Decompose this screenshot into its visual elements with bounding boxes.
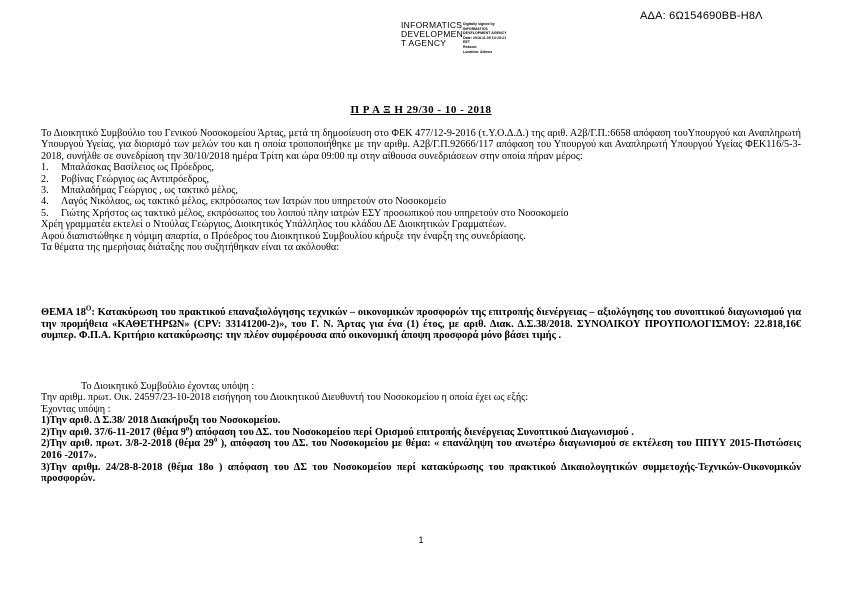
- signature-line: Reason:: [463, 44, 478, 49]
- agenda-intro: Τα θέματα της ημερήσιας διάταξης που συζητήθηκαν είναι τα ακόλουθα:: [41, 242, 340, 254]
- signature-line: EET: [463, 40, 470, 45]
- document-title: Π Ρ Α Ξ Η 29/30 - 10 - 2018: [350, 104, 492, 116]
- member-item: 2. Ροβίνας Γεώργιος ως Αντιπρόεδρος,: [41, 173, 210, 185]
- subject-superscript: Ο: [85, 304, 92, 313]
- subject-label: ΘΕΜΑ 18: [41, 307, 86, 318]
- member-item: 5. Γιώτης Χρήστος ως τακτικό μέλος, εκπρόσωπος του λοιπού πλην ιατρών ΕΣΥ προσωπικού που υπηρετούν στο Νοσοκομείο: [41, 207, 569, 219]
- signature-line: Date: 2018.11.09 13:15:21: [463, 35, 507, 40]
- reference-item: 2)Την αριθ. πρωτ. 3/8-2-2018 (θέμα $29^o$ ), απόφαση του ΔΣ. του Νοσοκομείου με θέμα: « επανάληψη του ανωτέρω διαγωνισμού σε εκτέλεση του ΠΠΥΥ 2015-Πιστώσεις 2016 -2017».: [41, 435, 802, 461]
- signature-line: INFORMATICS: [463, 26, 488, 31]
- decision-section: [41, 381, 801, 485]
- having-regard-line: Έχοντας υπόψη :: [41, 403, 111, 415]
- agenda-subject: [41, 304, 801, 342]
- digital-signature-block: [401, 21, 523, 54]
- signature-line: DEVELOPMENT AGENCY: [463, 31, 507, 36]
- member-item: 4. Λαγός Νικόλαος, ως τακτικό μέλος, εκπρόσωπος των Ιατρών που υπηρετούν στο Νοσοκομείο: [41, 196, 447, 208]
- logo-line: DEVELOPMEN: [401, 29, 464, 39]
- page-number: 1: [418, 535, 424, 545]
- member-item: 3. Μπαλαδήμας Γεώργιος , ως τακτικό μέλος,: [41, 185, 238, 197]
- logo-line: T AGENCY: [401, 38, 447, 48]
- subject-text: : Κατακύρωση του πρακτικού επαναξιολόγησης τεχνικών – οικονομικών προσφορών της επιτροπής διενέργειας – αξιολόγησης του συνοπτικού διαγωνισμού για την προμήθεια «ΚΑΘΕΤΗΡΩΝ» (CPV: 33141200-2)», του Γ. Ν. Άρτας για ένα (1) έτος, με αριθ. Διακ. Δ.Σ.38/2018. ΣΥΝΟΛΙΚΟΥ ΠΡΟΥΠΟΛΟΓΙΣΜΟΥ: 22.818,16€ συμπερ. Φ.Π.Α. Κριτήριο κατακύρωσης: την πλέον συμφέρουσα από οικονομική άποψη προσφορά μόνο βάσει τιμής .: [41, 307, 801, 342]
- ada-code: ΑΔΑ: 6Ω154690ΒΒ-Η8Λ: [640, 10, 763, 22]
- intro-paragraph: Το Διοικητικό Συμβούλιο του Γενικού Νοσοκομείου Άρτας, μετά τη δημοσίευση στο ΦΕΚ 477/12-9-2016 (τ.Υ.Ο.Δ.Δ.) της αριθ. Α2β/Γ.Π.:6658 απόφαση τουΥπουργού και Αναπληρωτή Υπουργού Υγείας, για διορισμό των μελών του και η οποία τροποποιήθηκε με την αριθμ. Α2β/Γ.Π.92666/117 απόφαση του Υπουργού και Αναπληρωτή Υπουργού Υγείας ΦΕΚ116/5-3-2018, συνήλθε σε συνεδρίαση την 30/10/2018 ημέρα Τρίτη και ώρα 09:00 πμ στην αίθουσα συνεδριάσεων στην οποία πήραν μέρος:: [41, 128, 801, 162]
- reference-item: 2)Την αριθ. 37/6-11-2017 (θέμα $9^o$) απόφαση του ΔΣ. του Νοσοκομείου περί Ορισμού επιτροπής διενέργειας Συνοπτικού Διαγωνισμού .: [41, 424, 634, 438]
- recommendation-line: Την αριθμ. πρωτ. Οικ. 24597/23-10-2018 εισήγηση του Διοικητικού Διευθυντή του Νοσοκομείου η οποία έχει ως εξής:: [41, 392, 529, 404]
- considering-line: Το Διοικητικό Συμβούλιο έχοντας υπόψη :: [81, 381, 255, 392]
- members-list: [41, 162, 801, 219]
- logo-line: INFORMATICS: [401, 20, 463, 30]
- secretary-line: Χρέη γραμματέα εκτελεί ο Ντούλας Γεώργιος, Διοικητικός Υπάλληλος του κλάδου ΔΕ Διοικητικών Γραμματέων.: [41, 219, 507, 231]
- reference-item: 1)Την αριθ. Δ Σ.38/ 2018 Διακήρυξη του Νοσοκομείου.: [41, 415, 281, 427]
- reference-item: 3)Την αριθμ. 24/28-8-2018 (θέμα 18ο ) απόφαση του ΔΣ του Νοσοκομείου περί κατακύρωσης του πρακτικού Δικαιολογητικών συμμετοχής-Τεχνικών-Οικονομικών προσφορών.: [41, 461, 801, 485]
- signature-line: Location: Athens: [463, 49, 493, 54]
- signature-details: [463, 21, 523, 54]
- member-item: 1. Μπαλάσκας Βασίλειος ως Πρόεδρος,: [41, 162, 214, 174]
- signer-logo: [401, 20, 464, 54]
- minutes-body: [41, 128, 801, 253]
- signature-line: Digitally signed by: [463, 22, 495, 26]
- quorum-line: Αφού διαπιστώθηκε η νόμιμη απαρτία, ο Πρόεδρος του Διοικητικού Συμβουλίου κήρυξε την έναρξη της συνεδρίασης.: [41, 230, 526, 242]
